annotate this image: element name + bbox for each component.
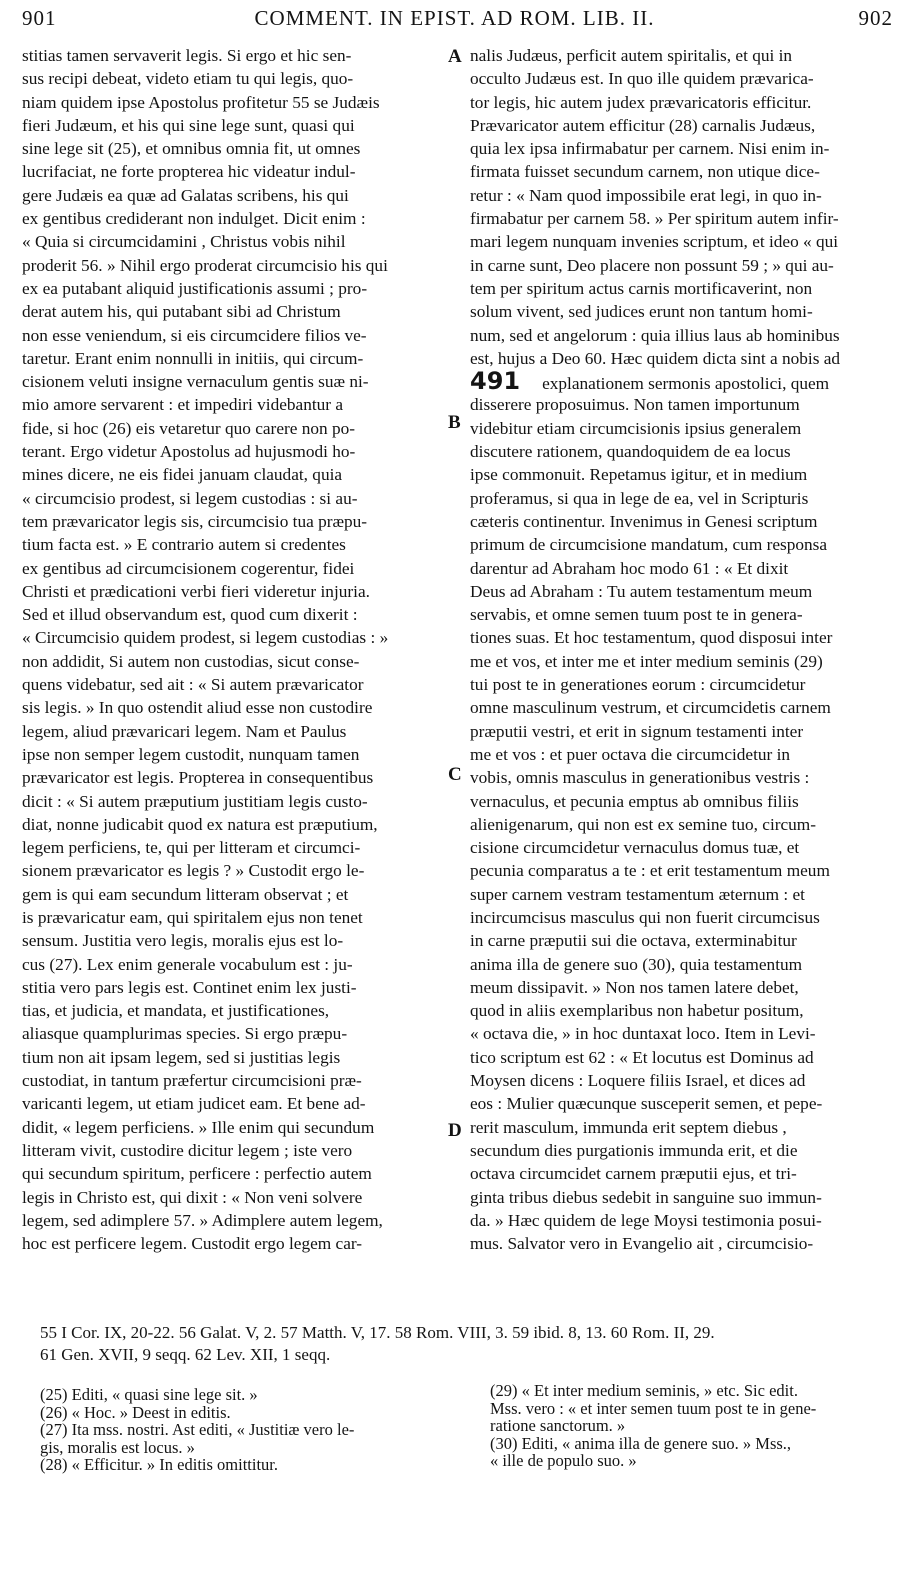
text-line: « octava die, » in hoc duntaxat loco. Item in Levi- <box>470 1024 816 1044</box>
text-line: sine lege sit (25), et omnibus omnia fit, ut omnes <box>22 139 361 159</box>
text-line: rerit masculum, immunda erit septem diebus , <box>470 1117 787 1137</box>
text-line: tias, et judicia, et mandata, et justificationes, <box>22 1001 330 1021</box>
text-line: legem, sed adimplere 57. » Adimplere autem legem, <box>22 1210 383 1230</box>
text-line: fide, si hoc (26) eis vetaretur quo carere non po- <box>22 418 356 438</box>
right-page-number: 902 <box>858 6 893 30</box>
text-line: non addidit, Si autem non custodias, sicut conse- <box>22 651 360 671</box>
text-line: alienigenarum, qui non est ex semine tuo, circum- <box>470 814 817 834</box>
text-line: num, sed et angelorum : quia illius laus ab hominibus <box>470 325 840 345</box>
running-header <box>0 0 909 38</box>
text-line: cus (27). Lex enim generale vocabulum est : ju- <box>22 954 353 974</box>
text-line: is prævaricatur eam, qui spiritalem ejus non tenet <box>22 907 363 927</box>
scripture-references <box>40 1322 900 1366</box>
text-line: fieri Judæum, et his qui sine lege sunt, quasi qui <box>22 115 355 135</box>
footnote-line: gis, moralis est locus. » <box>40 1437 195 1457</box>
text-line: super carnem vestram testamentum æternum : et <box>470 884 805 904</box>
text-line: ipse commonuit. Repetamus igitur, et in medium <box>470 465 808 485</box>
text-line: disserere proposuimus. Non tamen importunum <box>470 395 800 415</box>
text-line: quens videbatur, sed ait : « Si autem prævaricator <box>22 675 364 695</box>
text-line: legem perficiens, te, qui per litteram et circumci- <box>22 838 361 858</box>
text-line: legis in Christo est, qui dixit : « Non veni solvere <box>22 1187 363 1207</box>
text-line: ex gentibus crediderant non indulget. Dicit enim : <box>22 209 366 229</box>
text-line: videbitur etiam circumcisionis ipsius generalem <box>470 418 802 438</box>
footnote-line: (27) Ita mss. nostri. Ast editi, « Justitiæ vero le- <box>40 1420 355 1439</box>
text-line: ex ea putabant aliquid justificationis assumi ; pro- <box>22 278 368 298</box>
text-line-content: explanationem sermonis apostolici, quem <box>542 374 830 394</box>
text-line: octava circumcidet carnem præputii ejus, et tri- <box>470 1164 797 1184</box>
text-line: diat, nonne judicabit quod ex natura est præputium, <box>22 814 378 834</box>
text-line: Prævaricator autem efficitur (28) carnalis Judæus, <box>470 115 816 135</box>
text-line: « Quia si circumcidamini , Christus vobis nihil <box>22 232 346 252</box>
text-line: mus. Salvator vero in Evangelio ait , circumcisio- <box>470 1234 814 1254</box>
margin-marker-d: D <box>448 1120 462 1141</box>
text-line: in carne præputii sui die octava, exterminabitur <box>470 931 797 951</box>
text-line: præputii vestri, et erit in signum testamenti inter <box>470 721 804 741</box>
text-line: sis legis. » In quo ostendit aliud esse non custodire <box>22 698 373 718</box>
text-line: « circumcisio prodest, si legem custodias : si au- <box>22 488 358 508</box>
text-line: proderit 56. » Nihil ergo proderat circumcisio his qui <box>22 255 388 275</box>
text-line: firmabatur per carnem 58. » Per spiritum autem infir- <box>470 209 839 229</box>
text-line: incircumcisus masculus qui non fuerit circumcisus <box>470 907 820 927</box>
footnote-line: (28) « Efficitur. » In editis omittitur. <box>40 1455 279 1474</box>
text-line: da. » Hæc quidem de lege Moysi testimonia posui- <box>470 1210 822 1230</box>
footnote-line: (29) « Et inter medium seminis, » etc. Sic edit. <box>490 1381 798 1400</box>
text-line: cæteris continentur. Invenimus in Genesi scriptum <box>470 511 818 531</box>
text-line: cisionem veluti insigne vernaculum gentis suæ ni- <box>22 372 369 392</box>
text-line: varicanti legem, ut etiam judicet eam. Et bene ad- <box>22 1094 366 1114</box>
left-page-number: 901 <box>22 6 57 30</box>
text-line: nalis Judæus, perficit autem spiritalis, et qui in <box>470 46 793 65</box>
reference-line: 55 I Cor. IX, 20-22. 56 Galat. V, 2. 57 Matth. V, 17. 58 Rom. VIII, 3. 59 ibid. 8, 13. 60 Rom. II, 29. <box>40 1323 715 1342</box>
text-line: mines dicere, ne eis fidei januam claudat, quia <box>22 465 343 485</box>
text-line: quod in aliis exemplaribus non habetur positum, <box>470 1001 804 1021</box>
text-line: pecunia comparatus a te : et erit testamentum meum <box>470 861 830 881</box>
text-line: tium facta est. » E contrario autem si credentes <box>22 535 346 555</box>
text-line: meum dissipavit. » Non nos tamen latere debet, <box>470 977 799 997</box>
text-line: gere Judæis ea quæ ad Galatas scribens, his qui <box>22 185 349 205</box>
text-line: ex gentibus ad circumcisionem cogerentur, fidei <box>22 558 355 578</box>
text-line: hoc est perficere legem. Custodit ergo legem car- <box>22 1234 363 1254</box>
footnote-line: Mss. vero : « et inter semen tuum post te in gene- <box>490 1398 817 1418</box>
text-line: in carne sunt, Deo placere non possunt 59 ; » qui au- <box>470 255 834 275</box>
margin-marker-b: B <box>448 412 461 433</box>
text-line: vobis, omnis masculus in generationibus vestris : <box>470 768 810 788</box>
footnote-line: « ille de populo suo. » <box>490 1451 637 1470</box>
text-line: firmata fuisset secundum carnem, non utique dice- <box>470 162 820 182</box>
text-line: Christi et prædicationi verbi fieri videretur injuria. <box>22 581 370 601</box>
text-line: me et vos : et puer octava die circumcidetur in <box>470 744 791 764</box>
text-line: sionem prævaricator es legis ? » Custodit ergo le- <box>22 861 365 881</box>
text-line: tem prævaricator legis sis, circumcisio tua præpu- <box>22 511 368 531</box>
text-line: tium non ait ipsam legem, sed si justitias legis <box>22 1047 341 1067</box>
text-line: didit, « legem perficiens. » Ille enim qui secundum <box>22 1117 375 1137</box>
text-line: discutere rationem, quandoquidem de ea locus <box>470 442 791 462</box>
page-marker: 491 <box>470 370 521 394</box>
text-line: litteram vivit, custodire dicitur legem ; iste vero <box>22 1140 353 1160</box>
text-line: qui secundum spiritum, perficere : perfectio autem <box>22 1164 372 1184</box>
text-line: sus recipi debeat, videto etiam tu qui legis, quo- <box>22 69 354 89</box>
text-line: aliasque quamplurimas species. Si ergo præpu- <box>22 1024 348 1044</box>
text-line: sensum. Justitia vero legis, moralis ejus est lo- <box>22 931 344 951</box>
text-line: eos : Mulier quæcunque susceperit semen, et pepe- <box>470 1094 823 1114</box>
text-line: mari legem nunquam invenies scriptum, et ideo « qui <box>470 232 839 252</box>
text-line: terant. Ergo videtur Apostolus ad hujusmodi ho- <box>22 442 356 462</box>
text-line: ginta tribus diebus sedebit in sanguine suo immun- <box>470 1187 822 1207</box>
text-line: dicit : « Si autem præputium justitiam legis custo- <box>22 791 368 811</box>
text-line: stitia vero pars legis est. Continet enim lex justi- <box>22 977 357 997</box>
text-line: stitias tamen servaverit legis. Si ergo et hic sen- <box>22 46 352 65</box>
text-line: darentur ad Abraham hoc modo 61 : « Et dixit <box>470 558 789 578</box>
text-line <box>470 370 892 393</box>
footnote-line: (26) « Hoc. » Deest in editis. <box>40 1402 231 1422</box>
text-line: « Circumcisio quidem prodest, si legem custodias : » <box>22 628 389 648</box>
text-line: Sed et illud observandum est, quod cum dixerit : <box>22 605 358 625</box>
text-line: niam quidem ipse Apostolus profitetur 55 se Judæis <box>22 92 380 112</box>
text-line: tor legis, hic autem judex prævaricatoris efficitur. <box>470 92 812 112</box>
text-line: tico scriptum est 62 : « Et locutus est Dominus ad <box>470 1047 814 1067</box>
margin-marker-c: C <box>448 764 462 785</box>
text-line: retur : « Nam quod impossibile erat legi, in quo in- <box>470 185 822 205</box>
text-line: anima illa de genere suo (30), quia testamentum <box>470 954 803 974</box>
text-line: legem, aliud prævaricari legem. Nam et Paulus <box>22 721 347 741</box>
text-line: tiones suas. Et hoc testamentum, quod disposui inter <box>470 628 833 648</box>
text-line: tem per spiritum actus carnis mortificaverint, non <box>470 278 813 298</box>
reference-line: 61 Gen. XVII, 9 seqq. 62 Lev. XII, 1 seqq. <box>40 1345 331 1364</box>
margin-marker-a: A <box>448 46 462 67</box>
footnote-line: (30) Editi, « anima illa de genere suo. » Mss., <box>490 1433 792 1453</box>
text-line: gem is qui eam secundum litteram observat ; et <box>22 884 349 904</box>
footnotes-left <box>40 1386 460 1474</box>
text-line: taretur. Erant enim nonnulli in initiis, qui circum- <box>22 348 364 368</box>
text-line: derat autem his, qui putabant sibi ad Christum <box>22 302 341 322</box>
text-line: custodiat, in tantum præfertur circumcisioni præ- <box>22 1071 362 1091</box>
running-title: COMMENT. IN EPIST. AD ROM. LIB. II. <box>254 6 655 30</box>
text-line: omne masculinum vestrum, et circumcidetis carnem <box>470 698 831 718</box>
text-line: solum vivent, sed judices erunt non tantum homi- <box>470 302 813 322</box>
text-line: quia lex ipsa infirmabatur per carnem. Nisi enim in- <box>470 139 830 159</box>
footnote-line: (25) Editi, « quasi sine lege sit. » <box>40 1385 258 1404</box>
footnotes-right <box>490 1382 890 1470</box>
text-line: tui post te in generationes eorum : circumcidetur <box>470 675 806 695</box>
text-line: occulto Judæus est. In quo ille quidem prævarica- <box>470 69 814 89</box>
text-line: est, hujus a Deo 60. Hæc quidem dicta sint a nobis ad <box>470 348 841 368</box>
text-line: vernaculus, et pecunia emptus ab omnibus filiis <box>470 791 799 811</box>
text-line: proferamus, si qua in lege de ea, vel in Scripturis <box>470 488 809 508</box>
text-line: me et vos, et inter me et inter medium seminis (29) <box>470 651 823 671</box>
right-column-text <box>470 44 892 1255</box>
text-line: Moysen dicens : Loquere filiis Israel, et dices ad <box>470 1071 806 1091</box>
text-line: cisione circumcidetur vernaculus domus tuæ, et <box>470 838 800 858</box>
text-line: mio amore servarent : et impediri videbantur a <box>22 395 344 415</box>
text-line: prævaricator est legis. Propterea in consequentibus <box>22 768 374 788</box>
text-line: Deus ad Abraham : Tu autem testamentum meum <box>470 581 813 601</box>
left-column-text <box>22 44 442 1255</box>
text-line: primum de circumcisione mandatum, cum responsa <box>470 535 828 555</box>
text-line: servabis, et omne semen tuum post te in genera- <box>470 605 803 625</box>
text-line: secundum dies purgationis immunda erit, et die <box>470 1140 798 1160</box>
text-line: ipse non semper legem custodit, nunquam tamen <box>22 744 360 764</box>
footnote-line: ratione sanctorum. » <box>490 1416 626 1435</box>
text-line: non esse veniendum, si eis circumcidere filios ve- <box>22 325 367 345</box>
text-line: lucrifaciat, ne forte propterea hic videatur indul- <box>22 162 356 182</box>
